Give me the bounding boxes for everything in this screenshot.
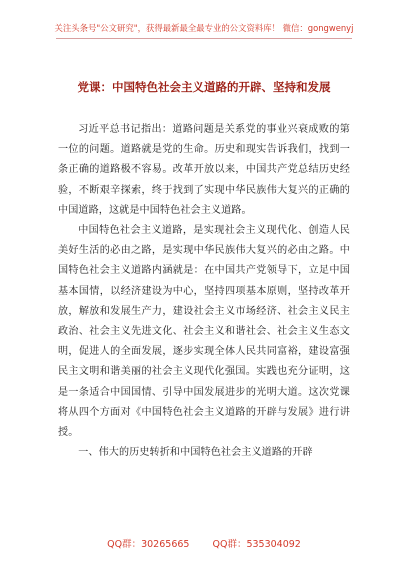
- header-notice: 关注头条号"公文研究"，获得最新最全最专业的公文资料库！ 微信：gongwenyj: [54, 23, 354, 33]
- document-body: [58, 120, 350, 463]
- document-title: 党课：中国特色社会主义道路的开辟、坚持和发展: [77, 80, 331, 94]
- header-divider: [56, 38, 352, 39]
- paragraph-intro: 习近平总书记指出：道路问题是关系党的事业兴衰成败的第一位的问题。道路就是党的生命。历史和现实告诉我们，找到一条正确的道路极不容易。改革开放以来，中国共产党总结历史经验，不断艰辛探索，终于找到了实现中华民族伟大复兴的正确的中国道路，这就是中国特色社会主义道路。: [58, 124, 350, 216]
- qq-group-1: QQ群：30265665: [107, 539, 190, 550]
- section-heading: 一、伟大的历史转折和中国特色社会主义道路的开辟: [78, 447, 313, 459]
- paragraph-main: 中国特色社会主义道路，是实现社会主义现代化、创造人民美好生活的必由之路，是实现中华民族伟大复兴的必由之路。中国特色社会主义道路内涵就是：在中国共产党领导下，立足中国基本国情，以经济建设为中心，坚持四项基本原则，坚持改革开放，解放和发展生产力，建设社会主义市场经济、社会主义民主政治、社会主义先进文化、社会主义和谐社会、社会主义生态文明，促进人的全面发展，逐步实现全体人民共同富裕，建设富强民主文明和谐美丽的社会主义现代化强国。实践也充分证明，这是一条适合中国国情、引导中国发展进步的光明大道。这次党课将从四个方面对《中国特色社会主义道路的开辟与发展》进行讲授。: [58, 225, 350, 439]
- footer: [0, 536, 408, 550]
- qq-group-2: QQ群：535304092: [212, 539, 301, 550]
